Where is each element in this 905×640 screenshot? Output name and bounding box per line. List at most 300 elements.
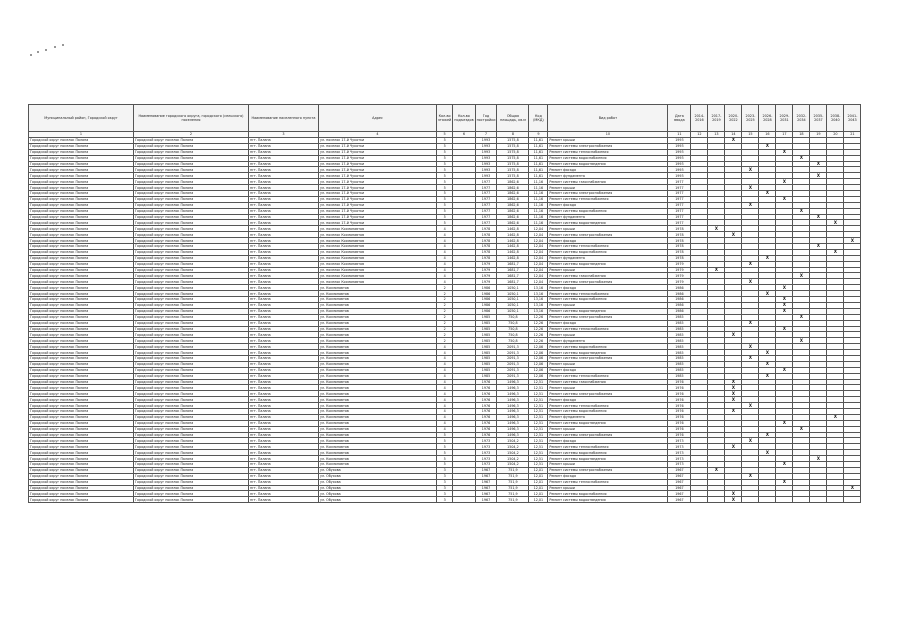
schedule-mark-cell: X [759, 143, 776, 149]
schedule-mark-cell: X [759, 291, 776, 297]
table-cell: 1985 [475, 332, 497, 338]
table-cell: Городской округ поселок Палана [134, 255, 249, 261]
table-cell: Городской округ поселок Палана [29, 267, 134, 273]
table-cell: 1993 [668, 161, 691, 167]
column-number: 20 [827, 132, 844, 138]
table-cell: Городской округ поселок Палана [134, 338, 249, 344]
table-cell: 4 [437, 403, 453, 409]
table-cell: Ремонт фасада [548, 438, 668, 444]
table-cell: 1986 [475, 291, 497, 297]
table-cell: 4 [437, 408, 453, 414]
table-cell: ул. Космонавтов [319, 326, 437, 332]
table-cell: 3 [437, 473, 453, 479]
table-cell: 1973 [475, 450, 497, 456]
table-cell: пгт. Палана [249, 226, 319, 232]
table-cell: 1967 [475, 491, 497, 497]
table-cell: ул. поселок Космонавтов [319, 232, 437, 238]
table-cell: Городской округ поселок Палана [29, 167, 134, 173]
schedule-mark-cell: X [725, 332, 742, 338]
column-number: 11 [668, 132, 691, 138]
table-cell: пгт. Палана [249, 326, 319, 332]
table-cell: 2091,3 [497, 367, 529, 373]
column-number: 9 [529, 132, 548, 138]
table-cell: ул. Космонавтов [319, 285, 437, 291]
table-cell: Городской округ поселок Палана [29, 479, 134, 485]
table-cell: 12,04 [529, 255, 548, 261]
table-cell: Ремонт системы электроснабжения [548, 191, 668, 197]
table-cell: пгт. Палана [249, 479, 319, 485]
table-cell: ул. поселок 17-й Чукотки [319, 149, 437, 155]
table-cell: ул. Космонавтов [319, 420, 437, 426]
schedule-mark-cell: X [759, 373, 776, 379]
table-cell: 1575,8 [497, 143, 529, 149]
table-cell: 2 [437, 320, 453, 326]
table-cell: 12,04 [529, 279, 548, 285]
schedule-mark-cell: X [725, 391, 742, 397]
table-cell: 1976 [668, 414, 691, 420]
table-cell: ул. Космонавтов [319, 338, 437, 344]
table-cell: Ремонт фундамента [548, 414, 668, 420]
table-cell: 1977 [475, 196, 497, 202]
table-cell: ул. Обухова [319, 467, 437, 473]
table-cell: 1985 [668, 367, 691, 373]
table-cell: 12,01 [529, 479, 548, 485]
schedule-mark-cell: X [742, 320, 759, 326]
table-cell: пгт. Палана [249, 208, 319, 214]
table-cell: Ремонт системы газоснабжения [548, 273, 668, 279]
table-cell: Ремонт крыши [548, 302, 668, 308]
table-cell: 5 [437, 185, 453, 191]
table-cell: ул. поселок 17-й Чукотки [319, 173, 437, 179]
table-cell: 4 [437, 385, 453, 391]
table-cell: 1985 [668, 344, 691, 350]
table-cell: 1979 [475, 273, 497, 279]
table-cell: пгт. Палана [249, 332, 319, 338]
column-header: 2026-2028 [759, 105, 776, 132]
table-cell: ул. поселок Космонавтов [319, 255, 437, 261]
schedule-mark-cell [708, 497, 725, 503]
table-cell: Ремонт системы водоотведения [548, 350, 668, 356]
table-cell: 1986 [668, 297, 691, 303]
table-cell: ул. Космонавтов [319, 350, 437, 356]
table-cell: ул. Обухова [319, 473, 437, 479]
table-cell: Городской округ поселок Палана [29, 185, 134, 191]
table-cell: 4 [437, 426, 453, 432]
column-number: 6 [453, 132, 475, 138]
table-cell: 12,26 [529, 314, 548, 320]
table-cell: ул. поселок 17-й Чукотки [319, 202, 437, 208]
table-cell: 751,9 [497, 473, 529, 479]
table-cell: ул. Обухова [319, 491, 437, 497]
capital-repair-schedule-table [28, 104, 861, 503]
table-cell: 1575,8 [497, 155, 529, 161]
table-cell: ул. поселок 17-й Чукотки [319, 196, 437, 202]
table-cell: 1979 [668, 267, 691, 273]
table-cell: 12,06 [529, 344, 548, 350]
table-cell: Городской округ поселок Палана [134, 196, 249, 202]
table-cell: Ремонт системы газоснабжения [548, 379, 668, 385]
table-cell: пгт. Палана [249, 255, 319, 261]
table-cell: пгт. Палана [249, 220, 319, 226]
schedule-mark-cell: X [793, 273, 810, 279]
table-cell: 4 [437, 350, 453, 356]
table-cell: Городской округ поселок Палана [29, 467, 134, 473]
table-cell: пгт. Палана [249, 161, 319, 167]
schedule-mark-cell [759, 497, 776, 503]
schedule-mark-cell: X [776, 302, 793, 308]
table-cell: 751,9 [497, 467, 529, 473]
column-header: Код (МКД) [529, 105, 548, 132]
schedule-mark-cell [742, 497, 759, 503]
table-cell: 12,04 [529, 226, 548, 232]
column-header: 2041-2043 [844, 105, 861, 132]
table-cell: пгт. Палана [249, 438, 319, 444]
table-cell: 1967 [668, 485, 691, 491]
table-cell [453, 497, 475, 503]
table-cell: ул. поселок 17-й Чукотки [319, 138, 437, 144]
table-cell: 1978 [668, 238, 691, 244]
table-cell: 1977 [668, 185, 691, 191]
column-number: 7 [475, 132, 497, 138]
table-cell: Ремонт фасада [548, 320, 668, 326]
schedule-mark-cell: X [793, 208, 810, 214]
schedule-mark-cell: X [810, 214, 827, 220]
table-cell: 2 [437, 285, 453, 291]
table-cell: Ремонт системы теплоснабжения [548, 326, 668, 332]
table-cell: 1993 [668, 138, 691, 144]
table-cell: 1977 [475, 202, 497, 208]
table-cell: 1575,8 [497, 138, 529, 144]
table-cell: ул. поселок 17-й Чукотки [319, 185, 437, 191]
table-cell: Ремонт системы водоснабжения [548, 450, 668, 456]
table-cell: Городской округ поселок Палана [29, 338, 134, 344]
table-cell: 1504,2 [497, 450, 529, 456]
table-cell: Городской округ поселок Палана [29, 238, 134, 244]
table-cell: Городской округ поселок Палана [29, 438, 134, 444]
schedule-mark-cell: X [827, 414, 844, 420]
table-cell: пгт. Палана [249, 450, 319, 456]
table-cell: пгт. Палана [249, 185, 319, 191]
table-cell: 12,06 [529, 373, 548, 379]
schedule-mark-cell: X [844, 238, 861, 244]
table-cell: 5 [437, 138, 453, 144]
table-cell: 1978 [475, 238, 497, 244]
table-cell: 4 [437, 226, 453, 232]
column-header: Кол-во подъездов [453, 105, 475, 132]
table-cell: 751,9 [497, 497, 529, 503]
table-cell: Городской округ поселок Палана [134, 279, 249, 285]
table-cell: Городской округ поселок Палана [29, 220, 134, 226]
table-cell: Ремонт системы теплоснабжения [548, 149, 668, 155]
column-number: 3 [249, 132, 319, 138]
table-cell: пгт. Палана [249, 467, 319, 473]
table-cell: 1973 [475, 456, 497, 462]
table-cell: 1967 [668, 467, 691, 473]
table-cell: 11,16 [529, 214, 548, 220]
table-cell: 1496,3 [497, 420, 529, 426]
table-cell: Ремонт фундамента [548, 173, 668, 179]
table-cell: 1979 [475, 261, 497, 267]
table-cell: 1985 [475, 344, 497, 350]
schedule-mark-cell: X [759, 361, 776, 367]
table-cell: ул. Обухова [319, 479, 437, 485]
table-cell: Городской округ поселок Палана [29, 444, 134, 450]
table-cell: 5 [437, 208, 453, 214]
table-cell: Ремонт системы водоотведения [548, 161, 668, 167]
table-cell: 1977 [475, 208, 497, 214]
table-cell: Городской округ поселок Палана [134, 355, 249, 361]
table-cell: Городской округ поселок Палана [134, 361, 249, 367]
table-cell: 1993 [668, 149, 691, 155]
table-cell: Ремонт системы электроснабжения [548, 432, 668, 438]
table-cell: 3 [437, 485, 453, 491]
table-cell: 1973 [668, 450, 691, 456]
table-cell: 13,16 [529, 308, 548, 314]
table-cell: 1976 [475, 397, 497, 403]
table-cell: 1979 [475, 267, 497, 273]
table-cell: 4 [437, 355, 453, 361]
table-cell: пгт. Палана [249, 244, 319, 250]
table-cell: 1985 [475, 367, 497, 373]
table-cell: 12,51 [529, 444, 548, 450]
table-cell: пгт. Палана [249, 355, 319, 361]
table-cell: 750,8 [497, 338, 529, 344]
table-cell: Ремонт системы электроснабжения [548, 467, 668, 473]
table-cell: 2091,3 [497, 355, 529, 361]
table-cell: пгт. Палана [249, 285, 319, 291]
table-cell: 1985 [668, 361, 691, 367]
table-cell: ул. поселок Космонавтов [319, 238, 437, 244]
table-cell: 1993 [475, 161, 497, 167]
table-cell: 1985 [668, 373, 691, 379]
table-cell: Ремонт крыши [548, 385, 668, 391]
schedule-mark-cell: X [793, 314, 810, 320]
table-cell: 1976 [668, 385, 691, 391]
table-cell: пгт. Палана [249, 261, 319, 267]
table-cell: 5 [437, 173, 453, 179]
table-cell: 1575,8 [497, 173, 529, 179]
table-cell: 1575,8 [497, 167, 529, 173]
table-cell: 1862,6 [497, 214, 529, 220]
table-cell: Ремонт фасада [548, 167, 668, 173]
table-cell: пгт. Палана [249, 379, 319, 385]
table-cell: Городской округ поселок Палана [134, 385, 249, 391]
table-cell: 3 [437, 479, 453, 485]
table-cell: Городской округ поселок Палана [29, 291, 134, 297]
table-cell: ул. Космонавтов [319, 391, 437, 397]
table-cell: Ремонт системы электроснабжения [548, 232, 668, 238]
table-cell: Городской округ поселок Палана [134, 308, 249, 314]
table-cell: 5 [437, 438, 453, 444]
table-cell: 1978 [668, 232, 691, 238]
table-cell: ул. Космонавтов [319, 456, 437, 462]
table-cell: 1977 [475, 185, 497, 191]
table-cell: 1977 [668, 208, 691, 214]
table-cell: 1985 [668, 338, 691, 344]
table-cell: Городской округ поселок Палана [134, 467, 249, 473]
table-cell: Городской округ поселок Палана [29, 196, 134, 202]
table-cell: 1993 [475, 138, 497, 144]
table-cell: 2 [437, 332, 453, 338]
table-cell: 1496,3 [497, 391, 529, 397]
column-header: Год постройки [475, 105, 497, 132]
table-cell: 1862,6 [497, 208, 529, 214]
table-cell: Городской округ поселок Палана [29, 332, 134, 338]
table-cell: Городской округ поселок Палана [134, 202, 249, 208]
table-cell: 12,51 [529, 385, 548, 391]
table-cell: Городской округ поселок Палана [134, 273, 249, 279]
table-cell: 1462,8 [497, 255, 529, 261]
table-cell: 1496,3 [497, 432, 529, 438]
schedule-mark-cell: X [725, 379, 742, 385]
table-cell: Городской округ поселок Палана [134, 297, 249, 303]
table-cell: пгт. Палана [249, 302, 319, 308]
table-cell: 1986 [668, 291, 691, 297]
table-cell: 1985 [668, 355, 691, 361]
table-cell: 12,51 [529, 450, 548, 456]
table-cell: 1976 [475, 420, 497, 426]
table-cell: Городской округ поселок Палана [134, 497, 249, 503]
table-cell: 11,61 [529, 155, 548, 161]
table-cell: Городской округ поселок Палана [29, 302, 134, 308]
table-cell: 1462,8 [497, 232, 529, 238]
table-cell: 12,26 [529, 326, 548, 332]
table-cell: 1986 [668, 285, 691, 291]
table-cell: Городской округ поселок Палана [134, 397, 249, 403]
table-cell: 5 [437, 220, 453, 226]
table-cell: 12,06 [529, 350, 548, 356]
table-cell: Городской округ поселок Палана [29, 232, 134, 238]
table-cell: 1967 [668, 473, 691, 479]
schedule-mark-cell: X [776, 367, 793, 373]
schedule-mark-cell: X [725, 444, 742, 450]
schedule-mark-cell: X [725, 138, 742, 144]
table-cell: Городской округ поселок Палана [29, 326, 134, 332]
table-cell: 1967 [668, 479, 691, 485]
table-cell: 1862,6 [497, 220, 529, 226]
table-cell: 5 [437, 155, 453, 161]
table-cell: 3 [437, 467, 453, 473]
table-cell: 12,51 [529, 420, 548, 426]
table-cell: 1993 [475, 167, 497, 173]
schedule-mark-cell: X [776, 149, 793, 155]
table-cell: 751,9 [497, 479, 529, 485]
table-cell: 5 [437, 444, 453, 450]
table-cell: 1050,1 [497, 285, 529, 291]
table-cell: Городской округ поселок Палана [29, 379, 134, 385]
table-cell: 1986 [668, 302, 691, 308]
table-cell: 12,51 [529, 403, 548, 409]
table-cell: 1976 [668, 426, 691, 432]
schedule-mark-cell: X [810, 456, 827, 462]
column-number: 18 [793, 132, 810, 138]
table-cell: 1973 [475, 461, 497, 467]
table-cell: Городской округ поселок Палана [29, 138, 134, 144]
table-cell: Городской округ поселок Палана [29, 308, 134, 314]
table-cell: 11,16 [529, 191, 548, 197]
table-cell: 1978 [475, 255, 497, 261]
table-cell: Городской округ поселок Палана [134, 138, 249, 144]
table-cell: 1976 [475, 385, 497, 391]
table-cell: Ремонт системы теплоснабжения [548, 373, 668, 379]
table-cell: 1985 [668, 326, 691, 332]
table-cell: 2091,3 [497, 350, 529, 356]
table-cell: 1977 [668, 196, 691, 202]
table-cell: пгт. Палана [249, 314, 319, 320]
table-cell: Городской округ поселок Палана [134, 161, 249, 167]
column-header: Кол-во этажей [437, 105, 453, 132]
table-cell: Городской округ поселок Палана [29, 414, 134, 420]
table-cell: 1985 [668, 314, 691, 320]
table-cell: 4 [437, 244, 453, 250]
table-cell: 2091,3 [497, 373, 529, 379]
schedule-mark-cell: X [759, 350, 776, 356]
table-cell: 1976 [475, 391, 497, 397]
table-cell: 11,16 [529, 185, 548, 191]
table-cell: 1462,8 [497, 238, 529, 244]
column-number: 8 [497, 132, 529, 138]
table-cell: 4 [437, 344, 453, 350]
table-cell: Ремонт системы водоснабжения [548, 208, 668, 214]
table-cell: ул. поселок Космонавтов [319, 273, 437, 279]
table-cell: 4 [437, 279, 453, 285]
table-cell: 4 [437, 255, 453, 261]
column-number: 13 [708, 132, 725, 138]
table-cell: 11,61 [529, 173, 548, 179]
table-cell: 3 [437, 497, 453, 503]
table-cell: 1462,8 [497, 249, 529, 255]
table-cell: 1976 [668, 397, 691, 403]
column-header: Общая площадь, кв.м [497, 105, 529, 132]
table-cell: ул. поселок 17-й Чукотки [319, 179, 437, 185]
table-cell: 12,04 [529, 238, 548, 244]
table-cell: Городской округ поселок Палана [134, 220, 249, 226]
table-cell: Городской округ поселок Палана [134, 444, 249, 450]
table-cell: Городской округ поселок Палана [134, 479, 249, 485]
table-cell: Ремонт крыши [548, 267, 668, 273]
table-cell: 1862,6 [497, 202, 529, 208]
table-cell: Городской округ поселок Палана [134, 143, 249, 149]
table-cell: ул. Космонавтов [319, 379, 437, 385]
table-cell: Ремонт фасада [548, 285, 668, 291]
table-cell: 1993 [668, 155, 691, 161]
table-cell: Городской округ поселок Палана [134, 367, 249, 373]
column-number: 10 [548, 132, 668, 138]
table-cell: Городской округ поселок Палана [29, 361, 134, 367]
table-cell: Ремонт системы электроснабжения [548, 391, 668, 397]
schedule-mark-cell [776, 497, 793, 503]
table-cell: 1504,2 [497, 438, 529, 444]
table-cell: 1050,1 [497, 297, 529, 303]
table-cell: Городской округ поселок Палана [134, 285, 249, 291]
table-cell: Городской округ поселок Палана [134, 320, 249, 326]
table-cell: 12,06 [529, 361, 548, 367]
table-cell: 1976 [475, 414, 497, 420]
table-cell: 5 [437, 214, 453, 220]
schedule-mark-cell: X [742, 403, 759, 409]
table-cell: Ремонт фасада [548, 473, 668, 479]
table-cell: Городской округ поселок Палана [29, 214, 134, 220]
table-cell: 13,16 [529, 302, 548, 308]
schedule-mark-cell: X [759, 191, 776, 197]
table-cell: 1978 [668, 244, 691, 250]
schedule-mark-cell: X [759, 450, 776, 456]
table-cell: 1977 [668, 214, 691, 220]
table-cell: 11,16 [529, 179, 548, 185]
table-cell: 4 [437, 367, 453, 373]
table-cell: 1977 [668, 220, 691, 226]
table-cell: 5 [437, 143, 453, 149]
